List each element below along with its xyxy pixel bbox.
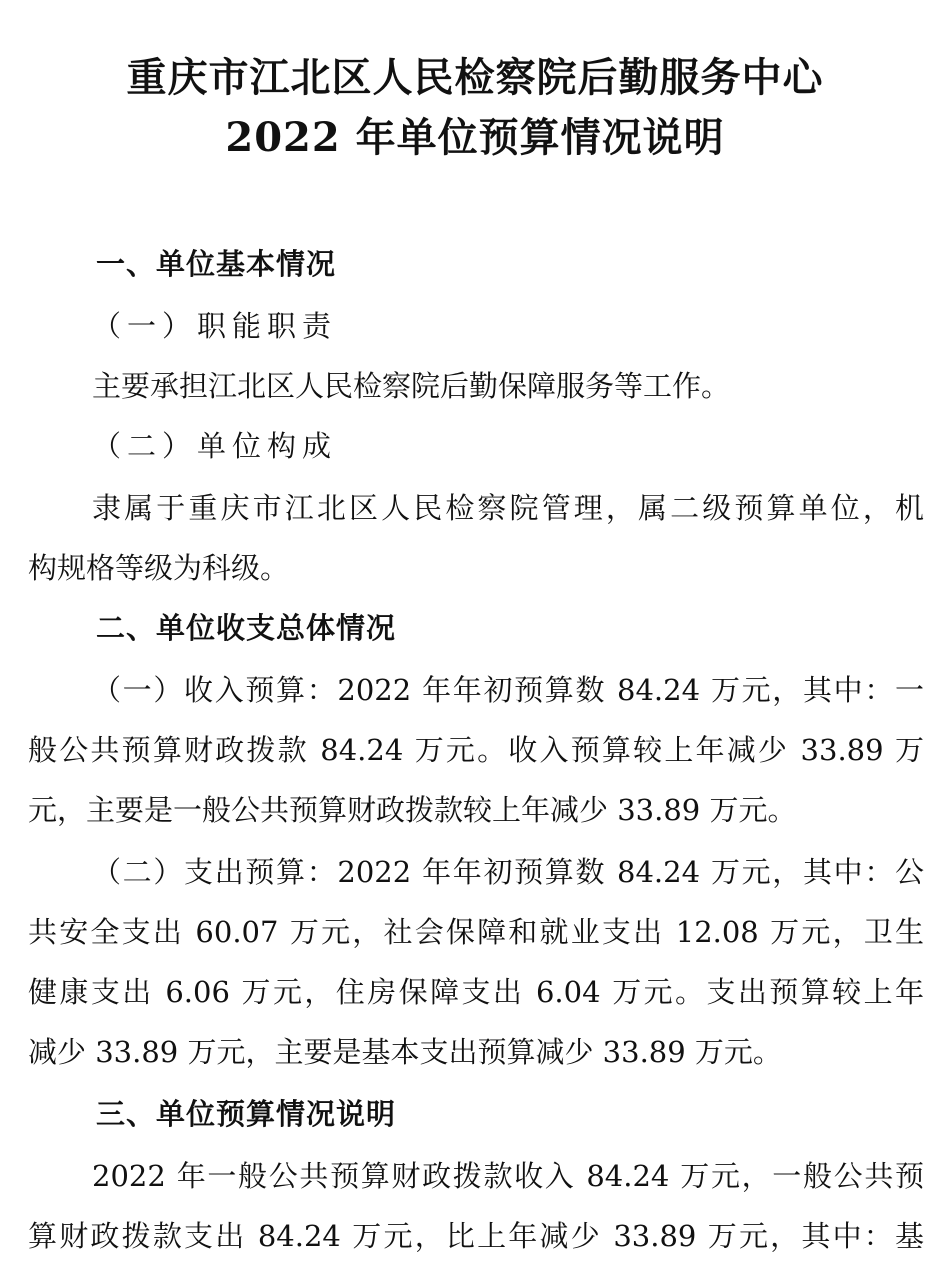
section2-expense-line3: 健康支出 6.06 万元，住房保障支出 6.04 万元。支出预算较上年 [28,975,924,1009]
section3-text-line1: 2022 年一般公共预算财政拨款收入 84.24 万元，一般公共预 [92,1159,924,1193]
section3-heading: 三、单位预算情况说明 [96,1097,397,1131]
section2-expense-line1: （二）支出预算：2022 年年初预算数 84.24 万元，其中：公 [92,855,924,889]
document-title-line1: 重庆市江北区人民检察院后勤服务中心 [126,54,824,101]
section3-text-line2: 算财政拨款支出 84.24 万元，比上年减少 33.89 万元，其中：基 [28,1219,924,1253]
section1-heading: 一、单位基本情况 [96,247,337,281]
section1-sub1-heading: （一）职能职责 [92,309,338,343]
section2-income-line2: 般公共预算财政拨款 84.24 万元。收入预算较上年减少 33.89 万 [28,733,924,767]
section2-heading: 二、单位收支总体情况 [96,611,397,645]
document-title-line2: 2022 年单位预算情况说明 [225,114,725,161]
section1-sub1-text: 主要承担江北区人民检察院后勤保障服务等工作。 [92,369,731,403]
section2-expense-line2: 共安全支出 60.07 万元，社会保障和就业支出 12.08 万元，卫生 [28,915,924,949]
section2-income-line3: 元，主要是一般公共预算财政拨款较上年减少 33.89 万元。 [28,793,797,827]
section1-sub2-text-line2: 构规格等级为科级。 [28,551,290,585]
section1-sub2-text-line1: 隶属于重庆市江北区人民检察院管理，属二级预算单位，机 [92,491,924,525]
section1-sub2-heading: （二）单位构成 [92,429,338,463]
section2-income-line1: （一）收入预算：2022 年年初预算数 84.24 万元，其中：一 [92,673,924,707]
section2-expense-line4: 减少 33.89 万元，主要是基本支出预算减少 33.89 万元。 [28,1035,782,1069]
